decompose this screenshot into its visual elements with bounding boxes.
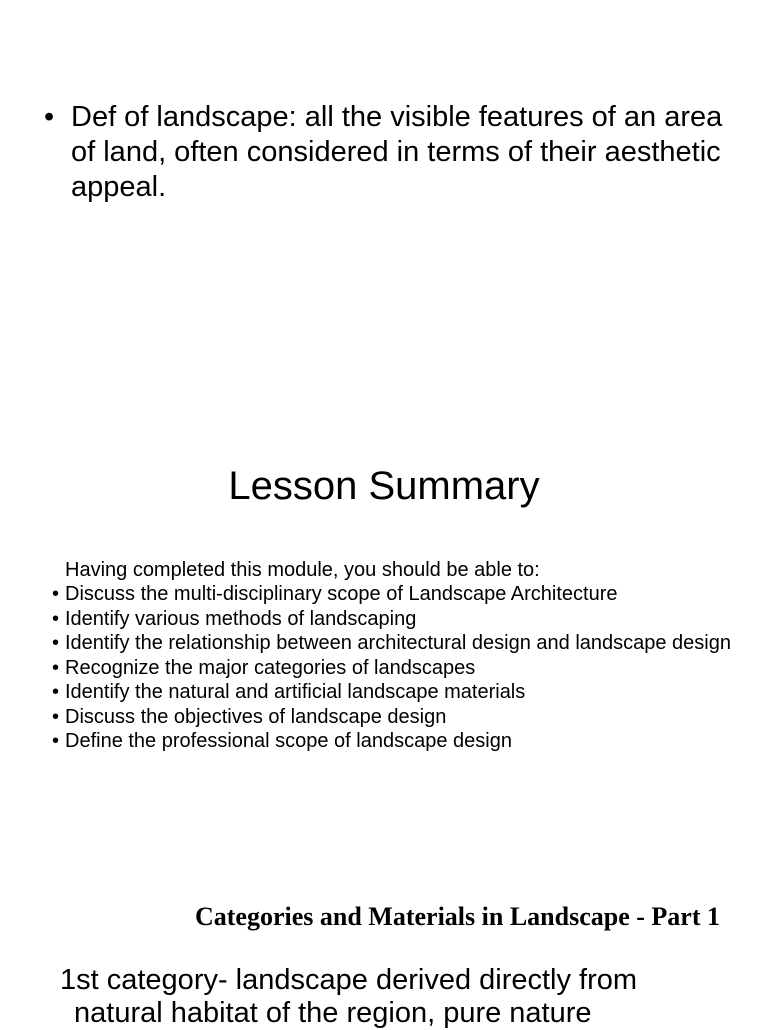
list-item-text: Recognize the major categories of landscapes — [65, 656, 476, 679]
lesson-summary-list — [52, 582, 742, 754]
bullet: • — [52, 583, 60, 605]
list-item-text: Discuss the multi-disciplinary scope of Landscape Architecture — [65, 583, 618, 605]
category-line-2: natural habitat of the region, pure nature — [74, 997, 592, 1029]
bullet: • — [52, 705, 60, 728]
list-item-text: Discuss the objectives of landscape design — [65, 705, 447, 728]
landscape-definition: Def of landscape: all the visible features of an area of land, often considered in terms of their aesthetic appeal. — [71, 101, 723, 203]
list-item-text: Define the professional scope of landscape design — [65, 730, 512, 752]
category-line-1: 1st category- landscape derived directly from — [60, 964, 638, 996]
list-item — [52, 582, 742, 607]
list-item-text: Identify the relationship between architectural design and landscape design — [65, 632, 731, 654]
list-item — [52, 729, 742, 754]
list-item — [52, 607, 742, 632]
list-item — [52, 656, 742, 681]
definition-bullet: • — [44, 101, 55, 133]
category-description — [60, 964, 740, 1030]
list-item-text: Identify the natural and artificial landscape materials — [65, 681, 526, 703]
categories-heading: Categories and Materials in Landscape - Part 1 — [194, 902, 720, 931]
lesson-summary-title: Lesson Summary — [228, 464, 540, 508]
list-item — [52, 680, 742, 705]
bullet: • — [52, 730, 60, 752]
bullet: • — [52, 632, 60, 654]
list-item — [52, 705, 742, 730]
bullet: • — [52, 681, 60, 703]
list-item-text: Identify various methods of landscaping — [65, 607, 417, 630]
lesson-summary-intro: Having completed this module, you should be able to: — [65, 559, 540, 581]
bullet: • — [52, 656, 60, 679]
bullet: • — [52, 607, 60, 630]
list-item — [52, 631, 742, 656]
